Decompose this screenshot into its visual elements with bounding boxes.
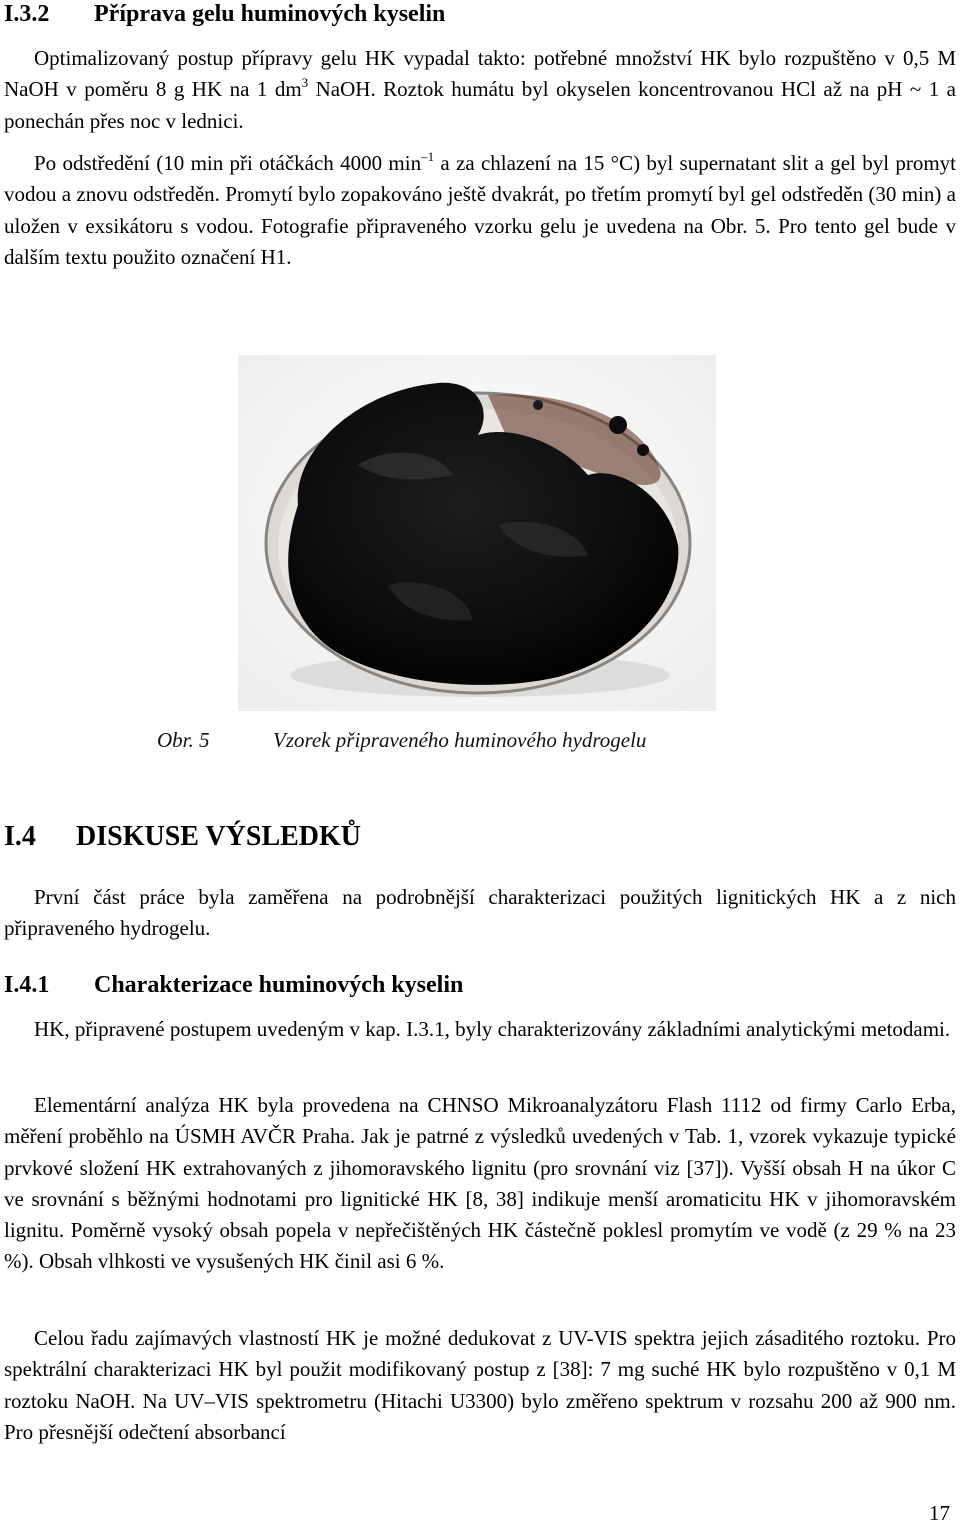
section-title: Charakterizace huminových kyselin [94, 972, 464, 998]
section-heading-1-4 [4, 821, 362, 853]
section-number: I.4 [4, 821, 36, 852]
section-heading-1-4-1 [4, 971, 464, 999]
paragraph: Elementární analýza HK byla provedena na CHNSO Mikroanalyzátoru Flash 1112 od firmy Carlo Erba, měření proběhlo na ÚSMH AVČR Praha. Jak je patrné z výsledků uvedených v Tab. 1, vzorek vykazuje typické prvkové složení HK extrahovaných z jihomoravského lignitu (pro srovnání viz [37]). Vyšší obsah H na úkor C ve srovnání s běžnými hodnotami pro lignitické HK [8, 38] indikuje menší aromaticitu HK v jihomoravském lignitu. Poměrně vysoký obsah popela v nepřečištěných HK částečně poklesl promytím ve vodě (z 29 % na 23 %). Obsah vlhkosti ve vysušených HK činil asi 6 %. [4, 1093, 956, 1274]
page-number: 17 [929, 1501, 950, 1525]
figure-label: Obr. 5 [157, 728, 210, 752]
hydrogel-photo [238, 355, 716, 711]
figure-caption-text: Vzorek připraveného huminového hydrogelu [273, 728, 647, 752]
gel-fragment [533, 400, 543, 410]
section-heading-1-3-2 [4, 0, 446, 28]
section-title: Příprava gelu huminových kyselin [94, 1, 446, 27]
figure-caption [157, 727, 797, 753]
paragraph: Celou řadu zajímavých vlastností HK je možné dedukovat z UV-VIS spektra jejich zásaditého roztoku. Pro spektrální charakterizaci HK byl použit modifikovaný postup z [38]: 7 mg suché HK bylo rozpuštěno v 0,1 M roztoku NaOH. Na UV–VIS spektrometru (Hitachi U3300) bylo změřeno spektrum v rozsahu 200 až 900 nm. Pro přesnější odečtení absorbancí [4, 1326, 956, 1444]
paragraph: HK, připravené postupem uvedeným v kap. I.3.1, byly charakterizovány základními analytickými metodami. [34, 1017, 951, 1041]
section-number: I.3.2 [4, 1, 50, 27]
paragraph: Optimalizovaný postup přípravy gelu HK vypadal takto: potřebné množství HK bylo rozpuštěno v 0,5 M NaOH v poměru 8 g HK na 1 $dm^3$ NaOH. Roztok humátu byl okyselen koncentrovanou HCl až na pH ~ 1 a ponechán přes noc v lednici. [4, 46, 957, 133]
paragraph: První část práce byla zaměřena na podrobnější charakterizaci použitých lignitických HK a z nich připraveného hydrogelu. [4, 885, 956, 941]
gel-fragment [609, 416, 627, 434]
section-number: I.4.1 [4, 972, 50, 998]
gel-fragment [637, 444, 649, 456]
paragraph: Po odstředění (10 min při otáčkách 4000 $\min^{-1} a$ za chlazení na 15 °C) byl supernatant slit a gel byl promyt vodou a znovu odstředěn. Promytí bylo zopakováno ještě dvakrát, po třetím promytí byl gel odstředěn (30 min) a uložen v exsikátoru s vodou. Fotografie připraveného vzorku gelu je uvedena na Obr. 5. Pro tento gel bude v dalším textu použito označení H1. [4, 149, 956, 269]
section-title: DISKUSE VÝSLEDKŮ [76, 821, 362, 852]
